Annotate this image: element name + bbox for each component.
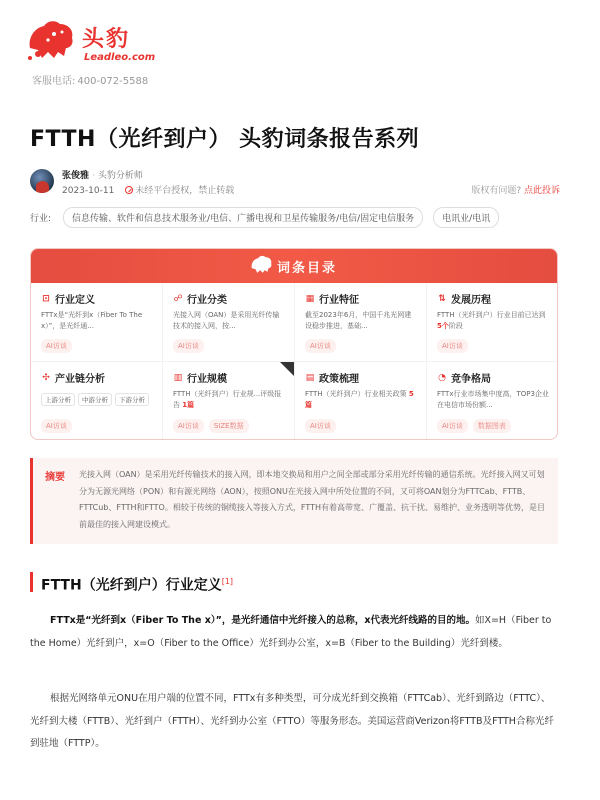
hotline-label: 客服电话: [32,76,76,87]
glossary-header [31,249,557,283]
glossary-panel [30,248,558,440]
chain-icon: ✣ [42,372,50,383]
publish-date: 2023-10-11 [62,186,115,196]
paragraph-text: 如X=H（Fiber to the Home）光纤到户，x=O（Fiber to the Office）光纤到办公室，x=B（Fiber to the Building）光纤到楼。 [30,615,552,649]
copyright-complaint [471,183,560,196]
glossary-item-desc: FTTH（光纤到户）行业规...评级报告 1篇 [173,390,282,409]
glossary-item-title: 政策梳理 [319,374,359,385]
glossary-item-definition[interactable] [31,283,163,362]
stage-count: 5个 [437,322,449,330]
ai-interview-tag[interactable]: AI访谈 [41,339,72,353]
glossary-item-feature[interactable] [295,283,427,362]
glossary-item-title: 竞争格局 [451,374,491,385]
glossary-grid [31,283,558,440]
author-name[interactable]: 张俊雅 [62,171,90,181]
glossary-item-desc: 光接入网（OAN）是采用光纤传输技术的接入网，按... [173,311,280,330]
upstream-tag[interactable]: 上游分析 [41,393,75,406]
leopard-logo-icon [24,18,76,64]
glossary-item-title: 产业链分析 [55,374,105,385]
industry-row [30,208,509,226]
ai-interview-tag[interactable]: AI访谈 [305,419,336,433]
glossary-item-title: 发展历程 [451,295,491,306]
glossary-item-classification[interactable] [163,283,295,362]
paragraph-definition [30,610,558,655]
downstream-tag[interactable]: 下游分析 [115,393,149,406]
author-org: 头豹分析师 [97,171,143,181]
logo[interactable] [24,18,154,68]
reprint-notice [125,186,234,196]
paragraph-types: 根据光网络单元ONU在用户端的位置不同，FTTx有多种类型，可分成光纤到交换箱（FTTCab）、光纤到路边（FTTC）、光纤到大楼（FTTB）、光纤到户（FTTH）、光纤到办公室（FTTO）等服务形态。美国运营商Verizon将FTTB及FTTH合称光纤到驻地（FTTP）。 [30,693,554,749]
glossary-item-policy[interactable] [295,362,427,440]
section-heading [30,572,233,592]
page-title: FTTH（光纤到户） 头豹词条报告系列 [30,127,420,152]
glossary-item-title: 行业定义 [55,295,95,306]
abstract-text: 光接入网（OAN）是采用光纤传输技术的接入网，即本地交换局和用户之间全部或部分采用光纤传输的通信系统。光纤接入网又可划分为无源光网络（PON）和有源光网络（AON），按照ONU在光接入网中所处位置的不同，又可将OAN划分为FTTCab、FTTB、FTTCub、FTTH和FTTO。相较于传统的铜缆接入等接入方式，FTTH有着高带宽、广覆盖、抗干扰、易维护、业务透明等优势，是目前最佳的接入网建设模式。 [79,470,545,529]
glossary-item-title: 行业特征 [319,295,359,306]
policy-count: 5篇 [305,390,414,409]
brand-site: Leadleo.com [84,52,156,63]
copyright-question: 版权有问题? [471,186,522,196]
definition-icon: ⊡ [42,293,50,304]
glossary-item-desc: FTTx行业市场集中度高，TOP3企业在电信市场份额... [437,390,549,409]
glossary-item-chain[interactable] [31,362,163,440]
competition-icon: ◔ [438,372,446,383]
author-separator: · [92,171,95,181]
ai-interview-tag[interactable]: AI访谈 [437,419,468,433]
history-icon: ⇅ [438,293,446,304]
avatar[interactable] [30,169,54,193]
abstract-box [30,458,558,544]
ai-interview-tag[interactable]: AI访谈 [41,419,72,433]
paragraph-bold-lead: FTTx是“光纤到x（Fiber To The x）”，是光纤通信中光纤接入的总称，x代表光纤线路的目的地。 [50,615,475,626]
classification-icon: ☍ [173,293,183,304]
complaint-link[interactable]: 点此投诉 [523,186,560,196]
glossary-item-title: 行业分类 [187,295,227,306]
leopard-logo-icon [249,253,273,277]
ai-interview-tag[interactable]: AI访谈 [305,339,336,353]
glossary-title-text: 词条目录 [276,261,338,276]
glossary-title [251,257,337,276]
glossary-item-desc: FTTH（光纤到户）行业目前已达到 5个阶段 [437,311,546,330]
glossary-item-desc: FTTx是“光纤到x（Fiber To The x）”，是光纤通... [41,311,143,330]
ai-interview-tag[interactable]: AI访谈 [173,419,204,433]
report-count: 1篇 [182,401,195,409]
feature-icon: ▦ [305,293,315,304]
midstream-tag[interactable]: 中游分析 [78,393,112,406]
abstract-label: 摘要 [45,472,65,483]
chart-data-tag[interactable]: 数据图表 [473,419,511,433]
reference-link[interactable]: [1] [221,577,234,586]
glossary-item-desc: 截至2023年6月，中国千兆光网建设稳步推进，基础... [305,311,412,330]
publish-info [62,183,234,196]
scale-icon: ▥ [173,372,183,383]
industry-chip[interactable]: 电讯业/电讯 [433,207,499,228]
glossary-item-competition[interactable] [427,362,558,440]
section-title: FTTH（光纤到户）行业定义 [41,577,222,594]
glossary-item-history[interactable] [427,283,558,362]
author-info [62,168,143,181]
hotline-number: 400-072-5588 [77,76,149,87]
policy-icon: ▤ [305,372,315,383]
glossary-item-desc: FTTH（光纤到户）行业相关政策 5篇 [305,390,414,409]
size-data-tag[interactable]: SIZE数据 [209,419,249,433]
corner-marker [280,362,294,376]
reprint-notice-text: 未经平台授权，禁止转载 [135,186,235,196]
ai-interview-tag[interactable]: AI访谈 [173,339,204,353]
industry-chip[interactable]: 信息传输、软件和信息技术服务业/电信、广播电视和卫星传输服务/电信/固定电信服务 [63,207,423,228]
hotline [30,72,148,87]
glossary-item-scale[interactable] [163,362,295,440]
ai-interview-tag[interactable]: AI访谈 [437,339,468,353]
industry-label: 行业: [30,213,52,224]
forbidden-icon [125,186,133,194]
brand-name: 头豹 [82,27,131,52]
glossary-item-title: 行业规模 [187,374,227,385]
